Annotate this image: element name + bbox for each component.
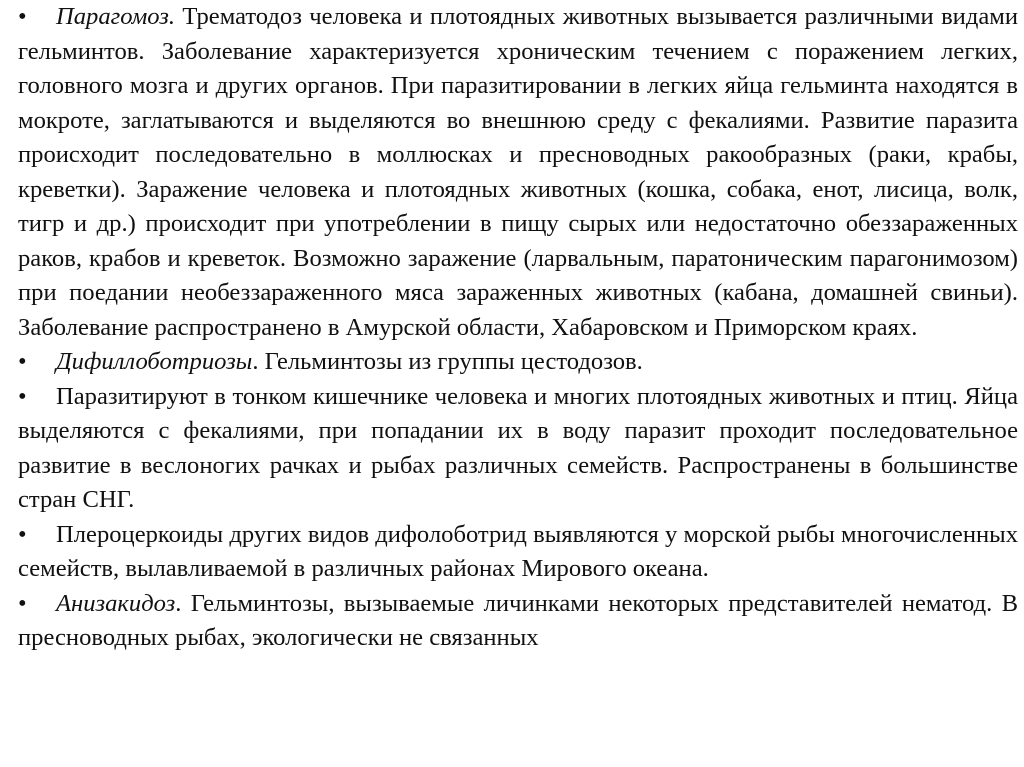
- term-paragonimiasis: Парагомоз.: [56, 3, 176, 30]
- paragraph-text: Трематодоз человека и плотоядных животных вызывается различными видами гельминтов. Заболевание характеризуется хроническим течением с поражением легких, головного мозга и других органов. При паразитировании в легких яйца гельминта находятся в мокроте, заглатываются и выделяются во внешнюю среду с фекалиями. Развитие паразита происходит последовательно в моллюсках и пресноводных ракообразных (раки, крабы, креветки). Заражение человека и плотоядных животных (кошка, собака, енот, лисица, волк, тигр и др.) происходит при употреблении в пищу сырых или недостаточно обеззараженных раков, крабов и креветок. Возможно заражение (ларвальным, паратоническим парагонимозом) при поедании необеззараженного мяса зараженных животных (кабана, домашней свиньи). Заболевание распространено в Амурской области, Хабаровском и Приморском краях.: [18, 3, 1018, 341]
- bullet-paragraph-parasitize: [18, 380, 1018, 518]
- bullet-paragraph-anisakidosis: [18, 587, 1018, 656]
- bullet-marker: •: [18, 520, 27, 548]
- bullet-marker: •: [18, 3, 27, 30]
- bullet-marker: •: [18, 348, 27, 375]
- paragraph-text: Паразитируют в тонком кишечнике человека и многих плотоядных животных и птиц. Яйца выделяются с фекалиями, при попадании их в воду паразит проходит последовательное развитие в веслоногих рачках и рыбах различных семейств. Распространены в большинстве стран СНГ.: [18, 382, 1018, 513]
- paragraph-text: Плероцеркоиды других видов дифолоботрид выявляются у морской рыбы многочисленных семейств, вылавливаемой в различных районах Мирового океана.: [18, 520, 1018, 582]
- bullet-marker: •: [18, 589, 27, 617]
- bullet-paragraph-plerocercoids: [18, 518, 1018, 587]
- term-diphyllobothriasis: Дифиллоботриозы: [56, 348, 253, 375]
- bullet-paragraph-paragonimiasis: [18, 0, 1018, 345]
- term-anisakidosis: Анизакидоз: [56, 589, 176, 617]
- bullet-marker: •: [18, 382, 27, 410]
- bullet-paragraph-diphyllobothriasis: [18, 345, 1018, 380]
- paragraph-text: . Гельминтозы из группы цестодозов.: [252, 348, 643, 375]
- paragraph-text: . Гельминтозы, вызываемые личинками некоторых представителей нематод. В пресноводных рыбах, экологически не связанных: [18, 589, 1018, 651]
